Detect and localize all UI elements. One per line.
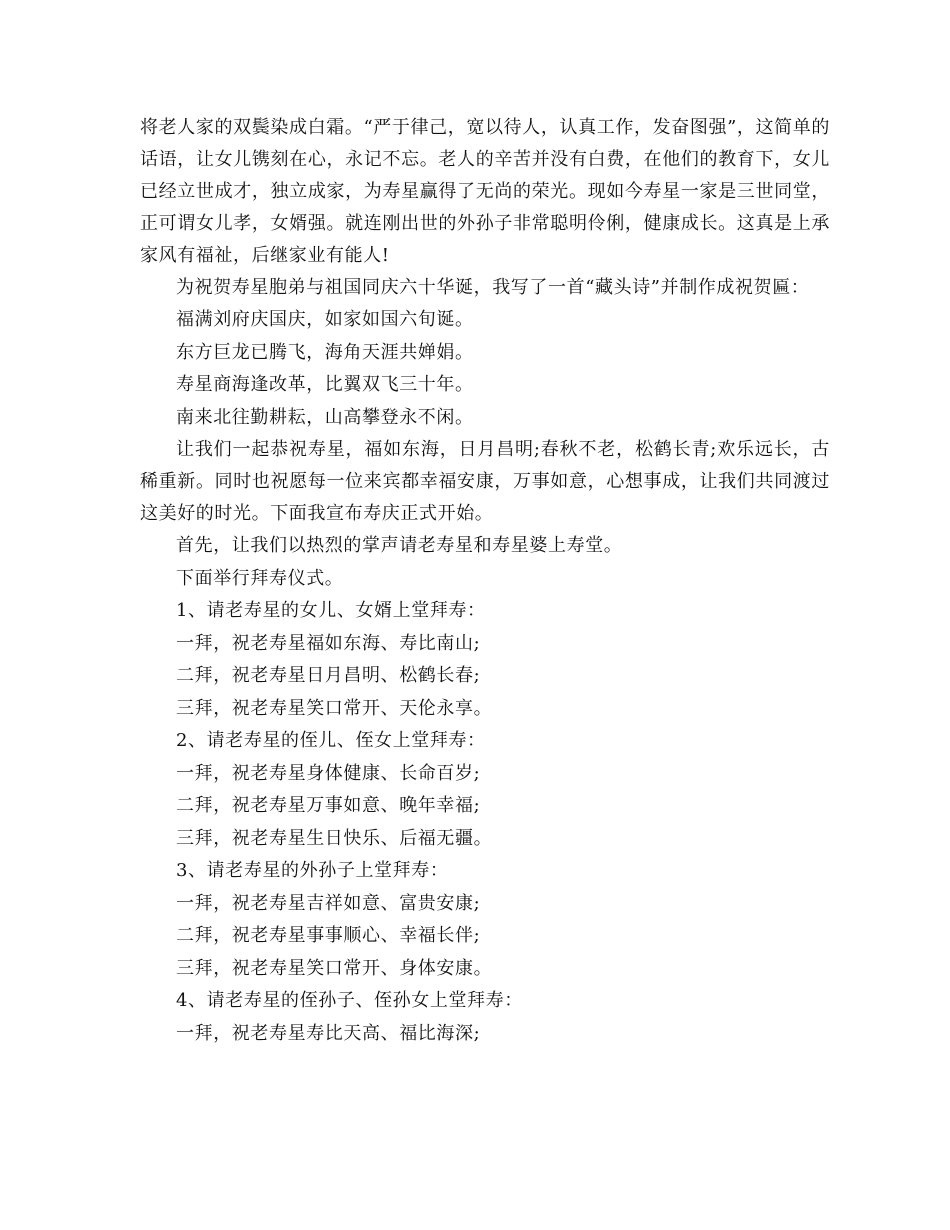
ceremony-bow-line: 三拜，祝老寿星笑口常开、身体安康。 (176, 957, 493, 979)
ceremony-bow-line: 一拜，祝老寿星福如东海、寿比南山; (176, 632, 481, 654)
ceremony-bow-line: 一拜，祝老寿星身体健康、长命百岁; (176, 762, 481, 784)
ceremony-bow-line: 三拜，祝老寿星笑口常开、天伦永享。 (176, 697, 493, 719)
ceremony-step-heading: 2、请老寿星的侄儿、侄女上堂拜寿： (176, 730, 486, 751)
ceremony-step-heading: 3、请老寿星的外孙子上堂拜寿： (176, 860, 449, 881)
ceremony-step-heading: 1、请老寿星的女儿、女婿上堂拜寿： (176, 600, 486, 621)
poem-line: 福满刘府庆国庆，如家如国六旬诞。 (176, 309, 474, 330)
ceremony-bow-line: 一拜，祝老寿星寿比天高、福比海深; (176, 1022, 481, 1044)
ceremony-bow-line: 二拜，祝老寿星万事如意、晚年幸福; (176, 795, 481, 816)
ceremony-step-heading: 4、请老寿星的侄孙子、侄孙女上堂拜寿： (176, 990, 523, 1011)
paragraph-blessing: 让我们一起恭祝寿星，福如东海，日月昌明;春秋不老，松鹤长青;欢乐远长，古稀重新。同时也祝愿每一位来宾都幸福安康，万事如意，心想事成，让我们共同渡过这美好的时光。下面我宣布寿庆正式开始。 (140, 439, 830, 524)
paragraph-poem-intro: 为祝贺寿星胞弟与祖国同庆六十华诞，我写了一首“藏头诗”并制作成祝贺匾： (176, 277, 810, 298)
ceremony-bow-line: 一拜，祝老寿星吉祥如意、富贵安康; (176, 892, 481, 914)
poem-line: 东方巨龙已腾飞，海角天涯共婵娟。 (176, 341, 474, 363)
document-body (140, 112, 830, 1050)
poem-line: 南来北往勤耕耘，山高攀登永不闲。 (176, 406, 474, 428)
poem-line: 寿星商海逢改革，比翼双飞三十年。 (176, 374, 474, 395)
ceremony-bow-line: 二拜，祝老寿星日月昌明、松鹤长春; (176, 665, 481, 686)
ceremony-bow-line: 三拜，祝老寿星生日快乐、后福无疆。 (176, 827, 493, 849)
paragraph-opening: 将老人家的双鬓染成白霜。“严于律己，宽以待人，认真工作，发奋图强”，这简单的话语，让女儿镌刻在心，永记不忘。老人的辛苦并没有白费，在他们的教育下，女儿已经立世成才，独立成家，为寿星赢得了无尚的荣光。现如今寿星一家是三世同堂，正可谓女儿孝，女婿强。就连刚出世的外孙子非常聪明伶俐，健康成长。这真是上承家风有福祉，后继家业有能人! (140, 117, 830, 266)
paragraph-line: 首先，让我们以热烈的掌声请老寿星和寿星婆上寿堂。 (176, 535, 623, 556)
paragraph-line: 下面举行拜寿仪式。 (176, 567, 344, 589)
ceremony-bow-line: 二拜，祝老寿星事事顺心、幸福长伴; (176, 925, 481, 946)
